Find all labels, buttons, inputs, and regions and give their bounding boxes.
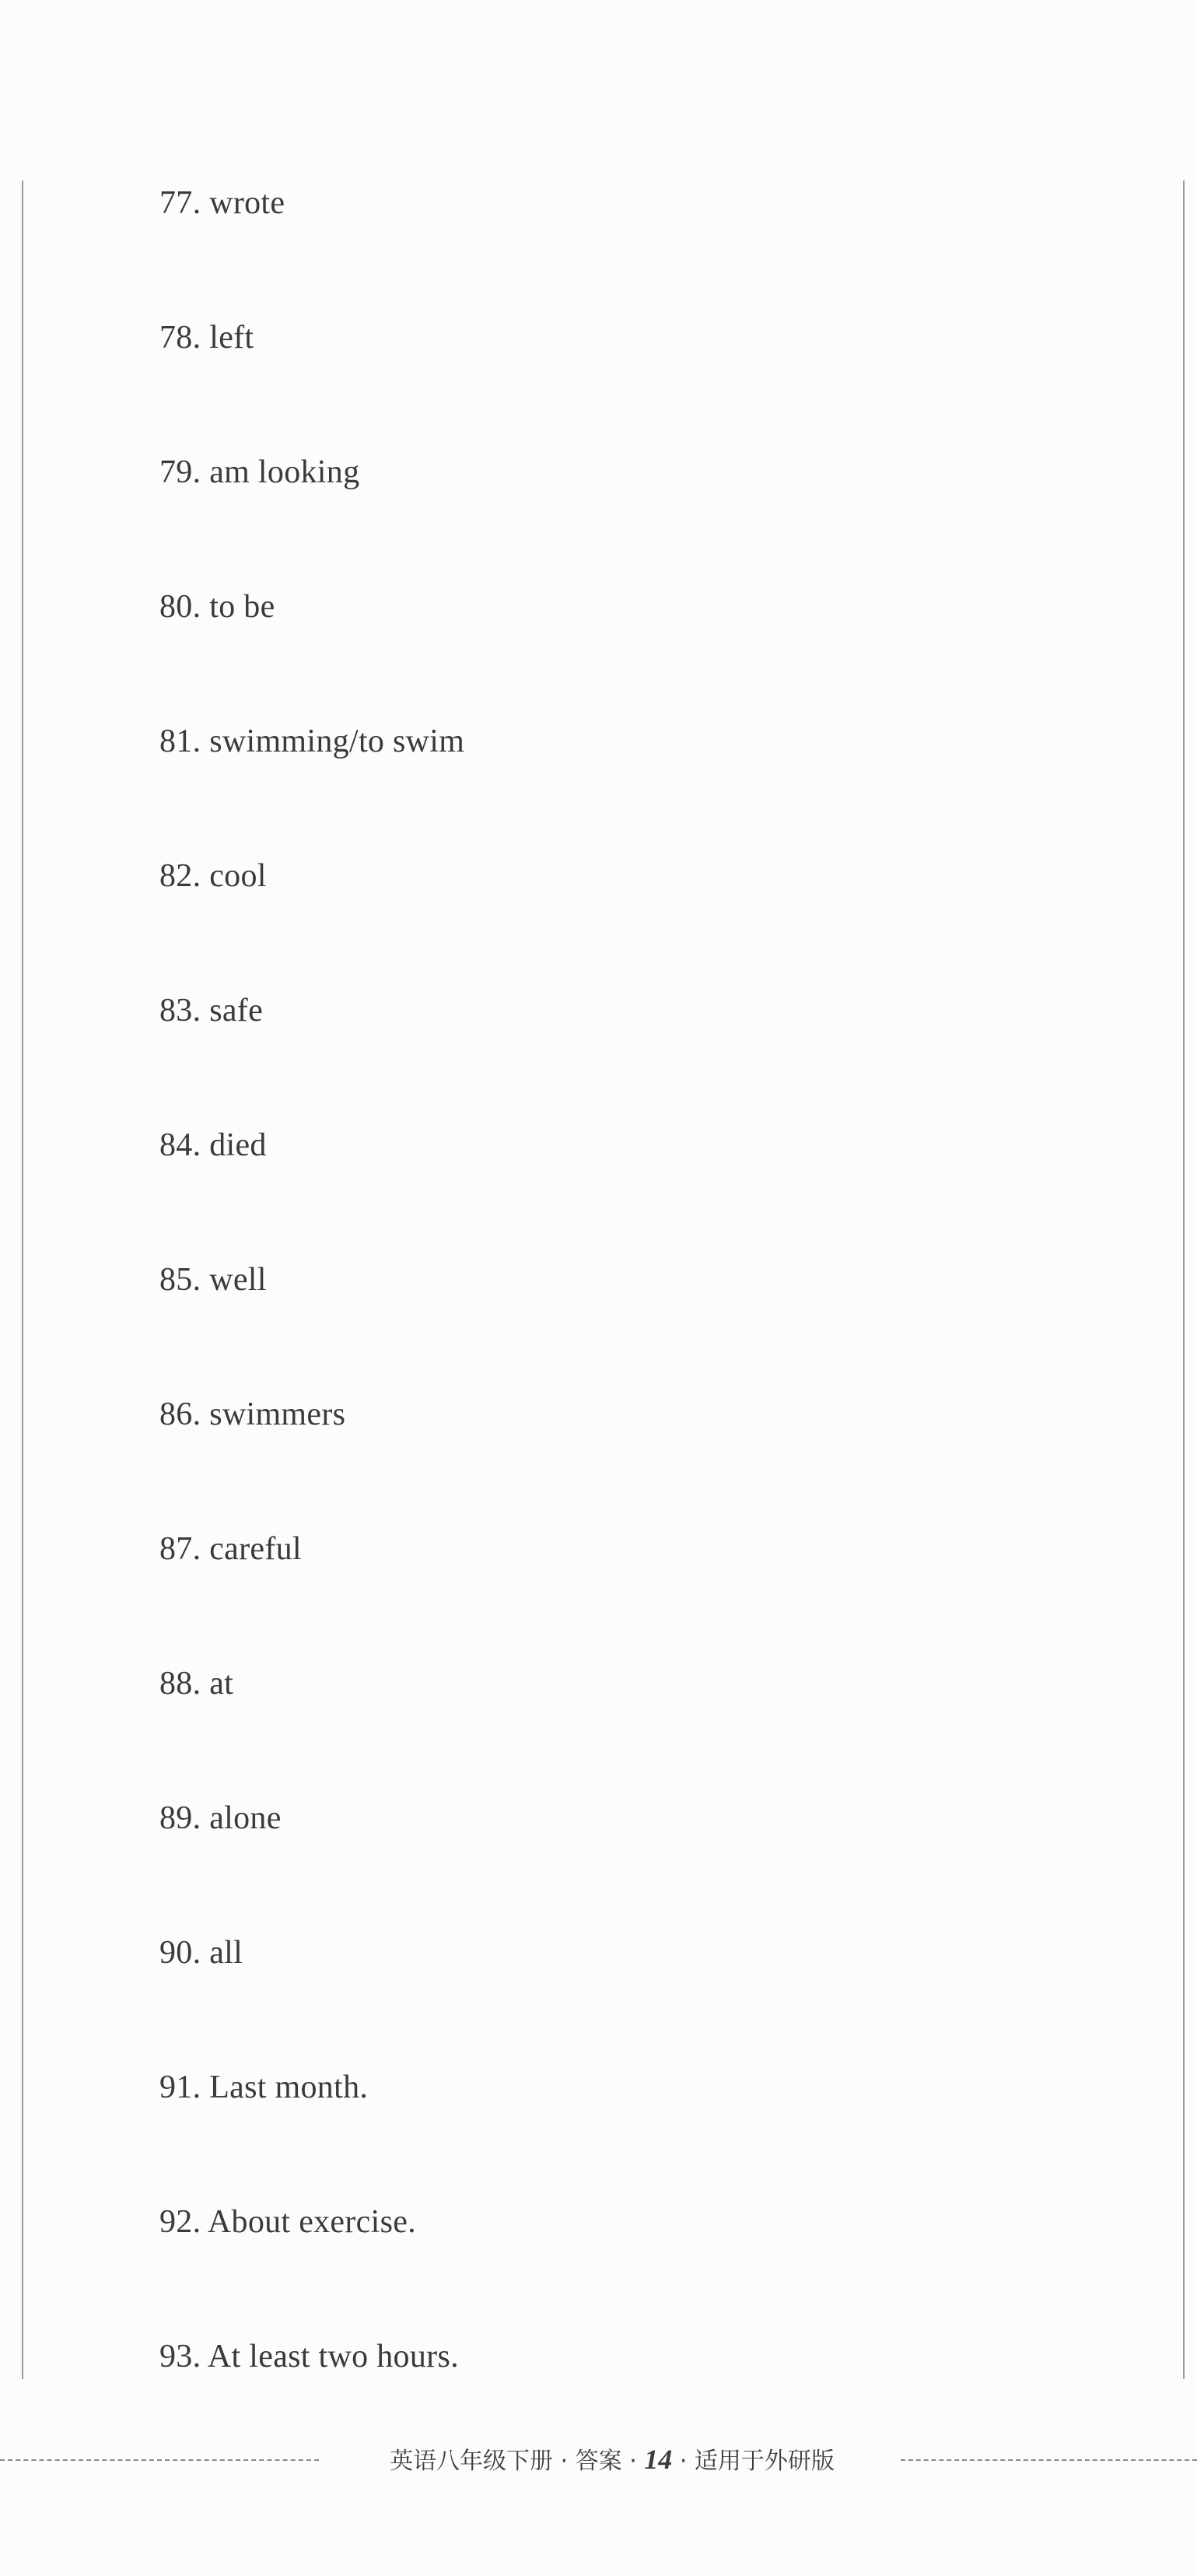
footer-label: [336, 2440, 888, 2479]
answer-text: cool: [209, 858, 267, 894]
answer-number: 91.: [159, 2070, 201, 2105]
answer-number: 86.: [159, 1397, 201, 1432]
answer-text: alone: [209, 1800, 282, 1836]
answer-text: all: [209, 1935, 243, 1971]
answer-number: 77.: [159, 185, 201, 221]
answer-item: [159, 318, 254, 357]
page-footer: [0, 2435, 1197, 2482]
answer-number: 79.: [159, 454, 201, 490]
answer-text: to be: [209, 589, 275, 625]
answer-number: 89.: [159, 1800, 201, 1836]
answer-number: 90.: [159, 1935, 201, 1971]
answer-number: 83.: [159, 993, 201, 1029]
answer-item: [159, 1799, 282, 1838]
answer-item: [159, 1126, 267, 1165]
answer-text: left: [209, 320, 254, 356]
answer-text: swimming/to swim: [209, 724, 465, 759]
answer-number: 82.: [159, 858, 201, 894]
answer-number: 84.: [159, 1127, 201, 1163]
answer-text: About exercise.: [207, 2204, 416, 2240]
answer-item: [159, 453, 359, 492]
answer-number: 93.: [159, 2339, 201, 2374]
answer-number: 85.: [159, 1262, 201, 1298]
answer-number: 87.: [159, 1531, 201, 1567]
answer-text: well: [209, 1262, 267, 1298]
answer-text: safe: [209, 993, 264, 1029]
answer-item: [159, 722, 464, 761]
answer-item: [159, 1664, 233, 1703]
answer-text: wrote: [209, 185, 285, 221]
answer-number: 92.: [159, 2204, 201, 2240]
answer-text: At least two hours.: [207, 2339, 459, 2374]
footer-book-title: 英语八年级下册 · 答案 ·: [390, 2448, 637, 2475]
answer-item: [159, 991, 263, 1030]
answer-text: careful: [209, 1531, 302, 1567]
answer-item: [159, 1530, 302, 1568]
answer-item: [159, 184, 285, 223]
answer-item: [159, 1395, 345, 1434]
answer-item: [159, 1933, 243, 1972]
answer-item: [159, 2068, 368, 2107]
answer-number: 88.: [159, 1666, 201, 1702]
answer-item: [159, 1260, 267, 1299]
answer-number: 78.: [159, 320, 201, 356]
answer-item: [159, 2337, 459, 2376]
answer-text: died: [209, 1127, 267, 1163]
answer-item: [159, 857, 267, 895]
footer-dashed-rule-right: [901, 2459, 1197, 2461]
answer-item: [159, 587, 275, 626]
answer-text: Last month.: [209, 2070, 369, 2105]
answer-text: am looking: [209, 454, 360, 490]
footer-edition: · 适用于外研版: [679, 2448, 835, 2475]
page-number: 14: [644, 2444, 673, 2475]
answer-item: [159, 2203, 416, 2241]
answer-text: at: [209, 1666, 234, 1702]
answer-text: swimmers: [209, 1397, 346, 1432]
answer-number: 81.: [159, 724, 201, 759]
answer-number: 80.: [159, 589, 201, 625]
footer-dashed-rule-left: [0, 2459, 319, 2461]
